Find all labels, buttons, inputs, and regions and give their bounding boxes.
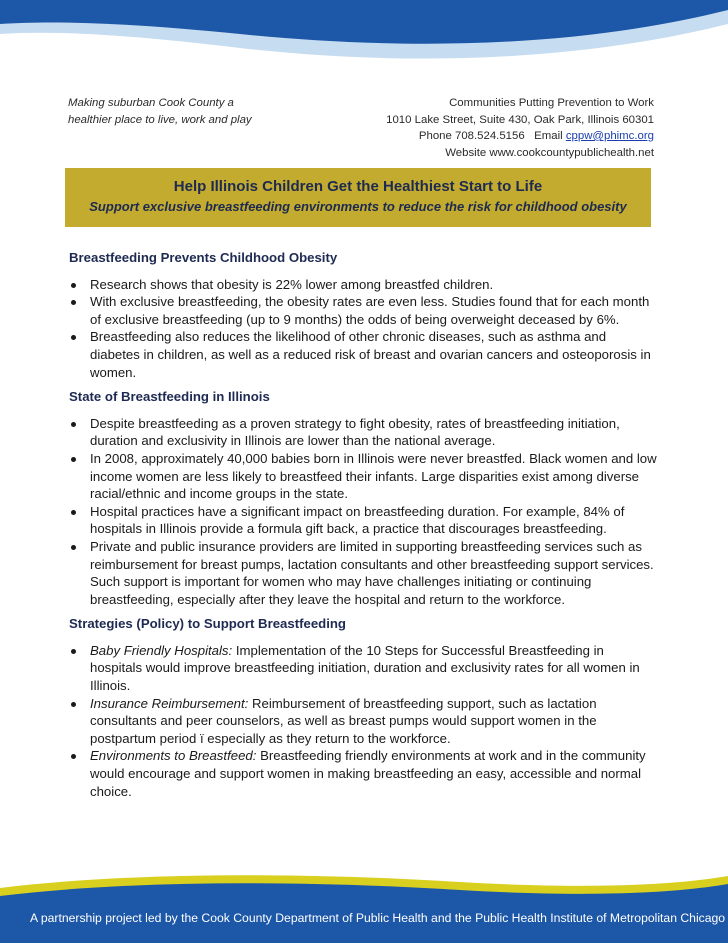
banner-subtitle: Support exclusive breastfeeding environments to reduce the risk for childhood obesity <box>89 199 627 214</box>
header-wave-graphic <box>0 0 728 90</box>
section-obesity <box>69 249 659 381</box>
list-item-lead: Insurance Reimbursement: <box>90 695 249 711</box>
letterhead <box>68 95 654 163</box>
email-link[interactable]: cppw@phimc.org <box>565 130 654 142</box>
tagline <box>68 95 328 128</box>
list-item <box>69 415 659 450</box>
tagline-line-2: healthier place to live, work and play <box>68 113 252 126</box>
bullet-list <box>69 415 659 609</box>
list-item <box>69 276 659 294</box>
list-item-text: With exclusive breastfeeding, the obesity rates are even less. Studies found that for each month of exclusive breastfeeding (up to 9 months) the odds of being overweight deceased by 6%. <box>90 294 650 327</box>
address: 1010 Lake Street, Suite 430, Oak Park, Illinois 60301 <box>386 113 654 126</box>
document-body <box>69 249 659 807</box>
section-heading: State of Breastfeeding in Illinois <box>69 389 270 405</box>
section-state <box>69 388 659 608</box>
banner-title: Help Illinois Children Get the Healthiest Start to Life <box>173 178 543 195</box>
contact-block <box>314 95 654 161</box>
list-item <box>69 328 659 381</box>
bullet-list <box>69 276 659 382</box>
email-label: Email <box>534 130 563 142</box>
section-heading: Breastfeeding Prevents Childhood Obesity <box>69 250 338 265</box>
list-item-text: In 2008, approximately 40,000 babies born in Illinois were never breastfed. Black women and low income women are less likely to breastfeed their infants. Large disparities exist among diverse racial/ethnic and income groups in the state. <box>90 450 657 502</box>
footer-text: A partnership project led by the Cook County Department of Public Health and the Public Health Institute of Metropolitan Chicago <box>30 911 726 925</box>
tagline-line-1: Making suburban Cook County a <box>68 97 234 109</box>
phone: Phone 708.524.5156 <box>418 130 525 142</box>
list-item <box>69 503 659 538</box>
list-item <box>69 695 659 748</box>
list-item <box>69 747 659 800</box>
section-strategies <box>69 615 659 800</box>
org-name: Communities Putting Prevention to Work <box>449 97 654 109</box>
title-banner <box>65 168 651 227</box>
list-item-lead: Environments to Breastfeed: <box>90 748 257 764</box>
phone-email-line <box>314 128 654 145</box>
list-item-text: Despite breastfeeding as a proven strategy to fight obesity, rates of breastfeeding initiation, duration and exclusivity in Illinois are lower than the national average. <box>90 415 620 449</box>
list-item-text: Implementation of the 10 Steps for Successful Breastfeeding in hospitals would improve breastfeeding initiation, duration and exclusivity rates for all women in Illinois. <box>90 642 640 694</box>
list-item <box>69 538 659 608</box>
list-item-text: Research shows that obesity is 22% lower among breastfed children. <box>90 276 494 292</box>
list-item-text: Private and public insurance providers are limited in supporting breastfeeding services such as reimbursement for breast pumps, lactation consultants and other breastfeeding support services. Such support is important for women who may have challenges initiating or continuing breastfeeding, especially after they leave the hospital and return to the workforce. <box>90 538 654 607</box>
footer-wave-graphic <box>0 852 728 943</box>
list-item-text: Reimbursement of breastfeeding support, such as lactation consultants and peer counselors, as well as breast pumps would support women in the postpartum period ï especially as they return to the workforce. <box>90 695 597 746</box>
list-item <box>69 293 659 328</box>
list-item-lead: Baby Friendly Hospitals: <box>90 642 233 658</box>
list-item <box>69 642 659 695</box>
website: Website www.cookcountypublichealth.net <box>445 146 654 159</box>
list-item-text: Breastfeeding friendly environments at work and in the community would encourage and support women in making breastfeeding an easy, accessible and normal choice. <box>90 748 646 799</box>
list-item-text: Hospital practices have a significant impact on breastfeeding duration. For example, 84% of hospitals in Illinois provide a formula gift back, a practice that discourages breastfeeding. <box>90 503 625 537</box>
list-item <box>69 450 659 503</box>
list-item-text: Breastfeeding also reduces the likelihood of other chronic diseases, such as asthma and diabetes in children, as well as a reduced risk of breast and ovarian cancers and osteoporosis in women. <box>90 329 651 380</box>
section-heading: Strategies (Policy) to Support Breastfeeding <box>69 616 346 632</box>
bullet-list <box>69 642 659 800</box>
